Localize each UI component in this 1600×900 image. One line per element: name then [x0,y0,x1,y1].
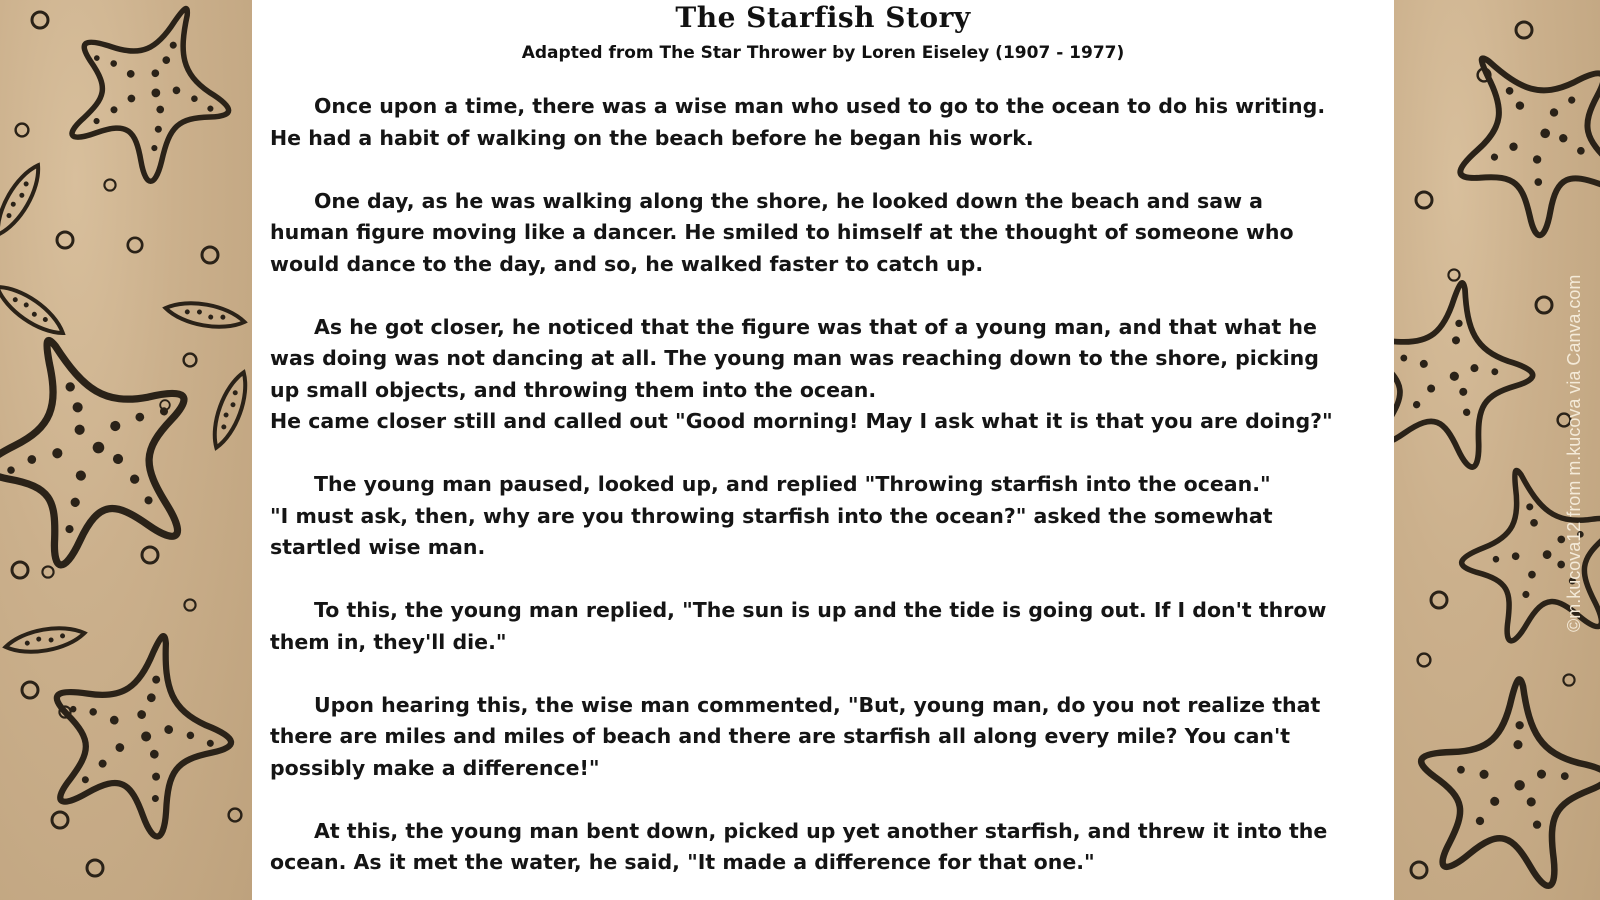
image-credit: ©m.kucova12 from m.kucova via Canva.com [1564,274,1584,632]
story-line: One day, as he was walking along the shore, he looked down the beach and saw a [314,188,1263,213]
story-paragraph [270,816,1385,879]
story-line: Upon hearing this, the wise man commented, "But, young man, do you not realize that [314,692,1321,717]
starfish-icon [1414,7,1600,260]
story-line: was doing was not dancing at all. The young man was reaching down to the shore, picking [270,346,1319,370]
story-line: startled wise man. [270,535,486,559]
story-page [252,0,1394,900]
bubble-icon [12,12,241,876]
story-body [270,91,1385,900]
story-line: He came closer still and called out "Good morning! May I ask what it is that you are doing?" [270,409,1333,433]
starfish-icon [44,0,252,199]
story-line: ocean. As it met the water, he said, "It made a difference for that one." [270,850,1095,874]
leaf-icon [0,160,47,240]
story-line: possibly make a difference!" [270,755,600,780]
story-line: "I must ask, then, why are you throwing starfish into the ocean?" asked the somewhat [270,503,1273,528]
story-paragraph [270,595,1385,658]
starfish-icon [1394,269,1546,475]
leaf-icon [0,278,69,341]
story-line: would dance to the day, and so, he walked faster to catch up. [270,251,984,276]
page-title: The Starfish Story [675,1,971,34]
starfish-icon [1411,671,1600,890]
story-line: them in, they'll die." [270,629,507,654]
story-line: As he got closer, he noticed that the figure was that of a young man, and that what he [314,314,1317,339]
story-line: The young man paused, looked up, and replied "Throwing starfish into the ocean." [314,472,1271,496]
left-sand-border [0,0,252,900]
story-paragraph [270,186,1385,281]
story-line: He had a habit of walking on the beach before he began his work. [270,125,1034,150]
leaf-icon [206,369,252,451]
story-paragraph [270,312,1385,438]
story-paragraph [270,91,1385,154]
story-line: Once upon a time, there was a wise man who used to go to the ocean to do his writing. [314,94,1326,118]
story-line: there are miles and miles of beach and there are starfish all along every mile? You can't [270,724,1291,748]
starfish-icon [0,304,227,588]
story-line: At this, the young man bent down, picked up yet another starfish, and threw it into the [314,818,1328,843]
story-paragraph [270,469,1385,564]
left-starfish-pattern [0,0,252,900]
leaf-icon [4,623,86,658]
leaf-icon [164,298,246,333]
story-paragraph [270,690,1385,785]
story-line: up small objects, and throwing them into the ocean. [270,377,877,402]
story-line: To this, the young man replied, "The sun is up and the tide is going out. If I don't throw [314,598,1327,622]
story-line: human figure moving like a dancer. He smiled to himself at the thought of someone who [270,220,1294,244]
page-subtitle: Adapted from The Star Thrower by Loren Eiseley (1907 - 1977) [521,43,1125,63]
